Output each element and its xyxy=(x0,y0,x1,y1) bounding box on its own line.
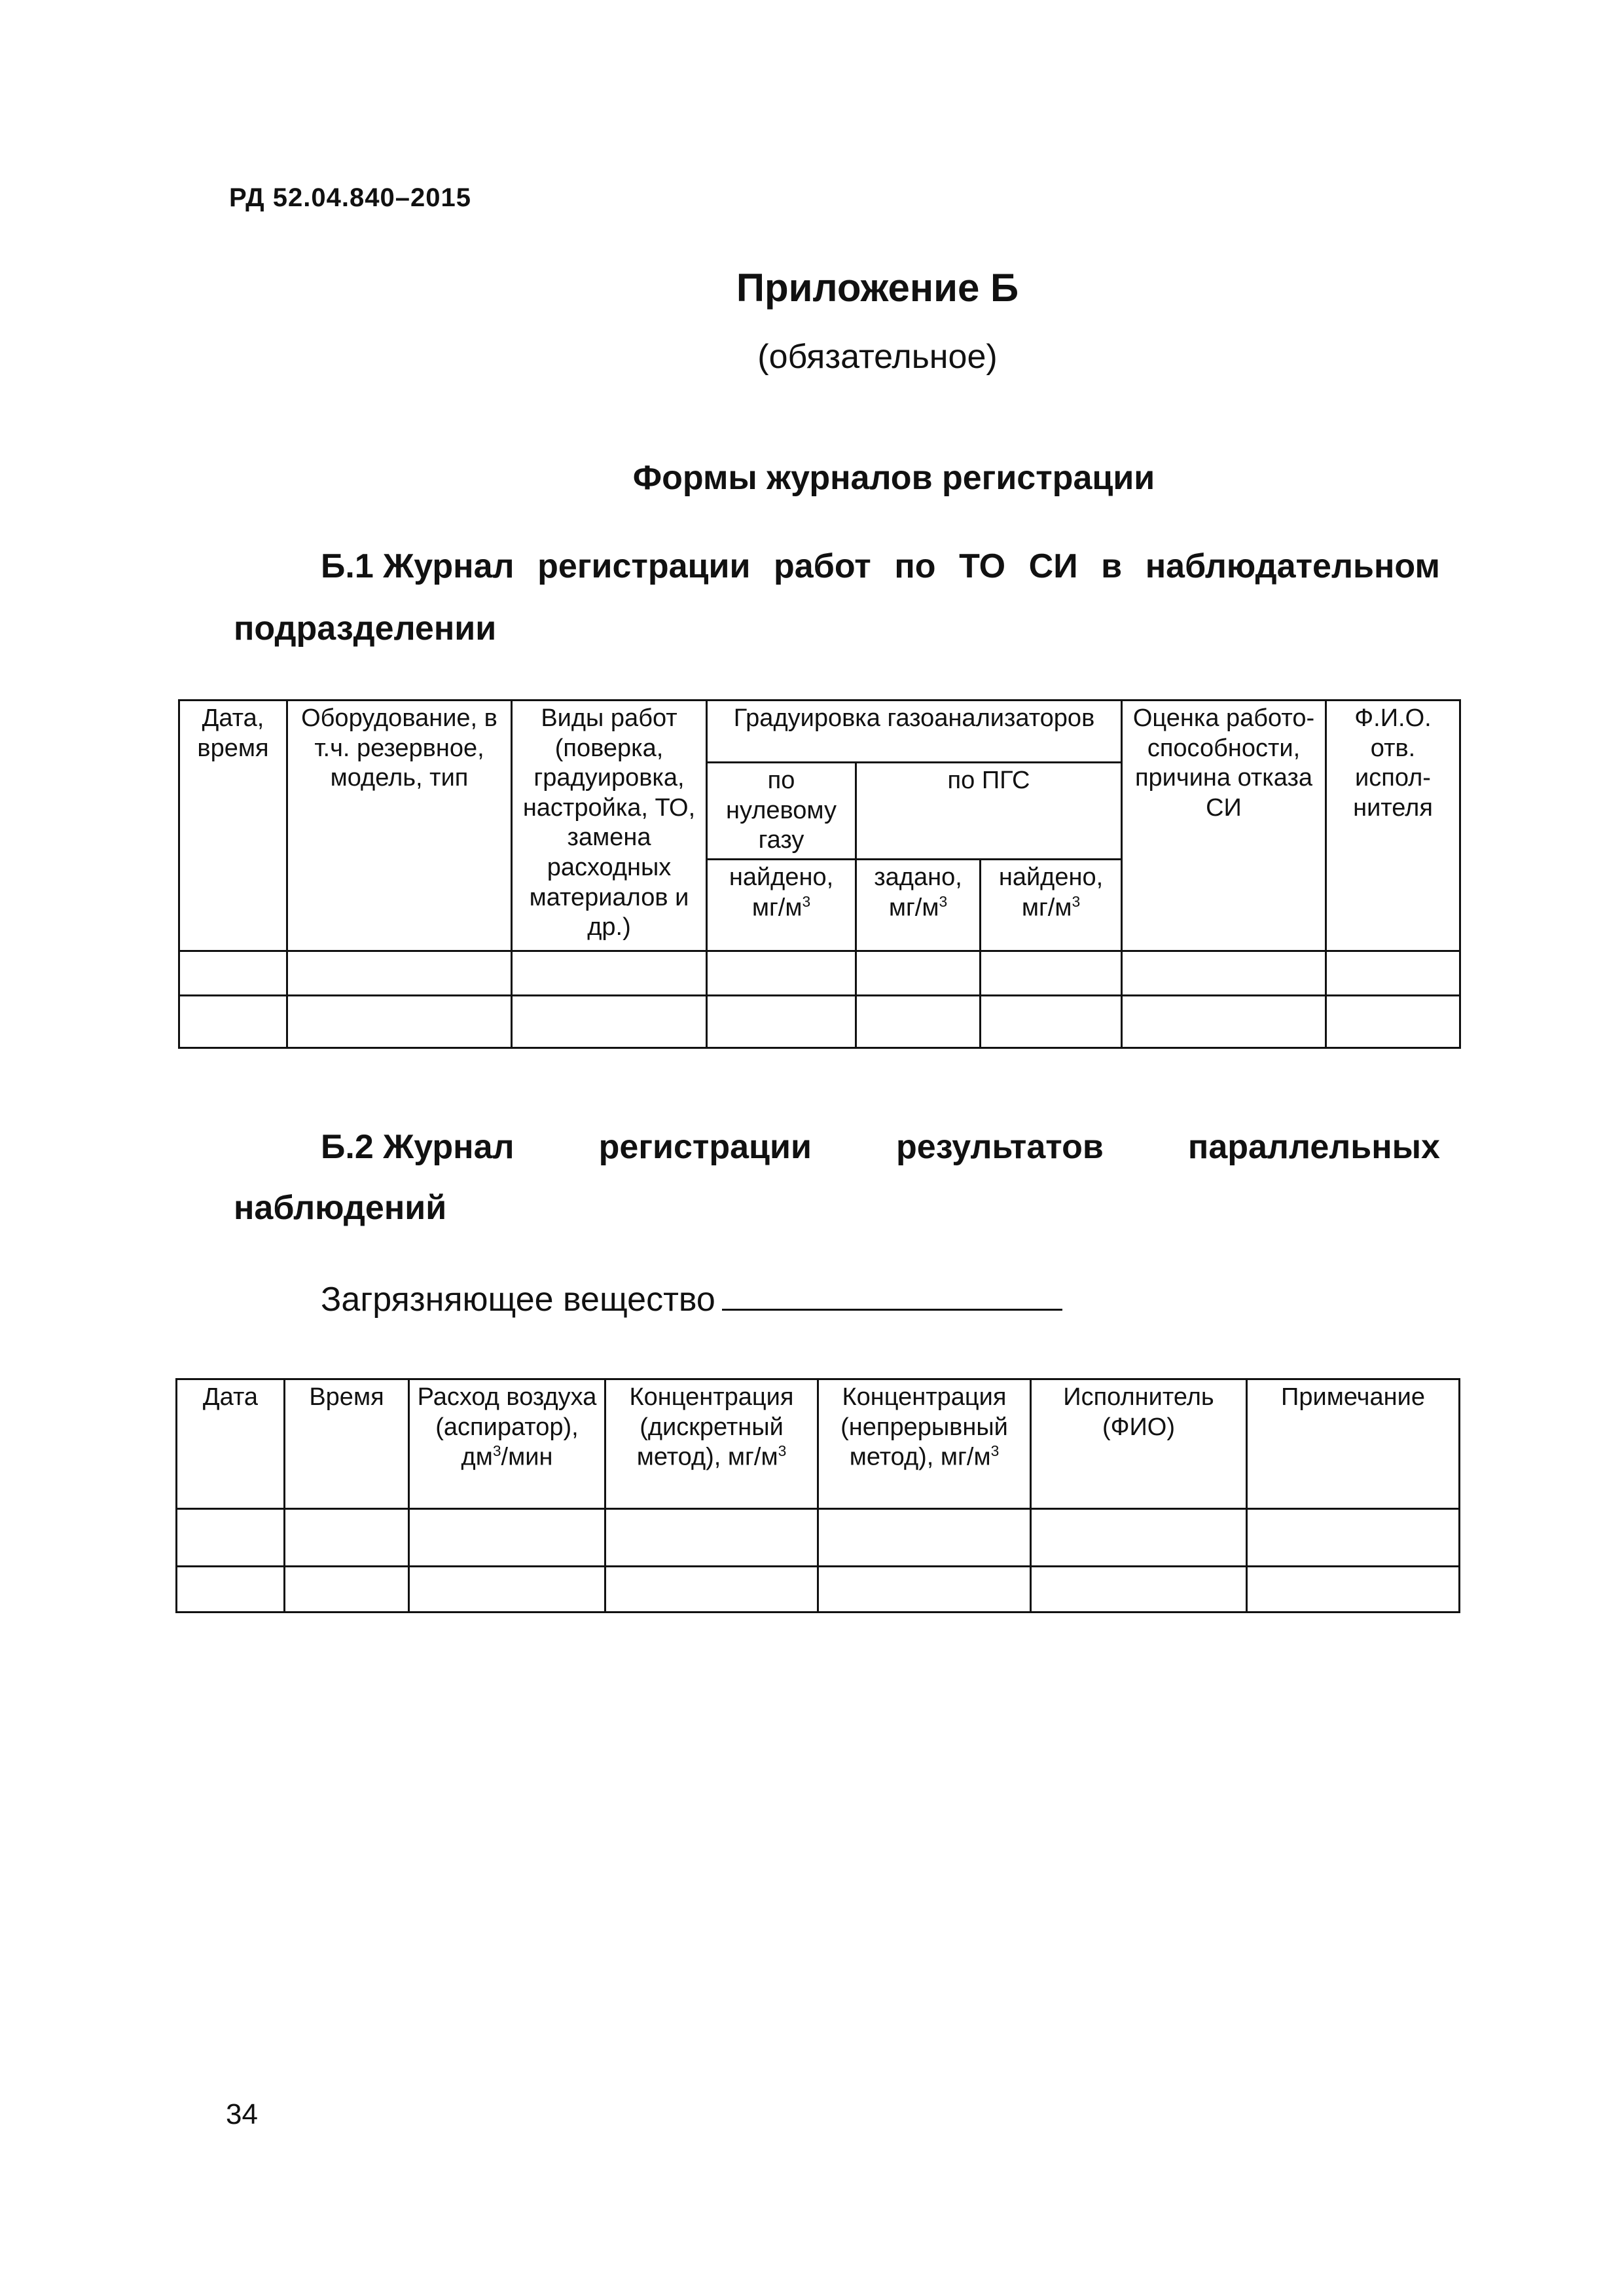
header-zero-gas: по нулевому газу xyxy=(707,763,856,860)
unit-superscript: 3 xyxy=(939,892,948,910)
page-number: 34 xyxy=(226,2098,258,2130)
table-cell[interactable] xyxy=(818,1567,1031,1613)
header-found-zero xyxy=(707,860,856,951)
table-cell[interactable] xyxy=(285,1509,409,1567)
section-b1-title xyxy=(321,547,1440,586)
pollutant-blank-line[interactable] xyxy=(722,1280,1062,1311)
unit-superscript: 3 xyxy=(778,1442,787,1460)
unit-superscript: 3 xyxy=(1072,892,1081,910)
appendix-title: Приложение Б xyxy=(736,266,1019,310)
header-note: Примечание xyxy=(1247,1379,1460,1509)
table-cell[interactable] xyxy=(856,951,981,996)
header-pgs: по ПГС xyxy=(856,763,1122,860)
table-cell[interactable] xyxy=(409,1509,605,1567)
section-b1-title-word: Б.1 Журнал xyxy=(321,547,514,585)
table-cell[interactable] xyxy=(707,996,856,1048)
table-cell[interactable] xyxy=(1122,996,1326,1048)
header-date: Дата xyxy=(177,1379,285,1509)
table-cell[interactable] xyxy=(1247,1567,1460,1613)
header-conc-continuous-label: Концентрация (непрерывный метод), мг/м xyxy=(840,1383,1008,1471)
header-found-pgs-label: найдено, мг/м xyxy=(998,864,1104,922)
header-assessment: Оценка работо-способности, причина отказа СИ xyxy=(1122,701,1326,951)
header-found-pgs xyxy=(981,860,1122,951)
journal-b2-table xyxy=(175,1378,1460,1613)
section-b1-title-word: СИ xyxy=(1028,547,1078,585)
header-work-types: Виды работ (поверка, градуировка, настройка, ТО, замена расходных материалов и др.) xyxy=(512,701,707,951)
table-row xyxy=(177,1509,1460,1567)
table-row xyxy=(179,996,1460,1048)
section-b2-title-line2: наблюдений xyxy=(234,1189,447,1227)
table-row xyxy=(179,951,1460,996)
appendix-subtitle: (обязательное) xyxy=(757,338,998,376)
header-air-flow-label: Расход воздуха (аспиратор), дм xyxy=(417,1383,597,1471)
header-air-flow xyxy=(409,1379,605,1509)
section-b2-title-word: результатов xyxy=(896,1128,1104,1166)
header-time: Время xyxy=(285,1379,409,1509)
section-b1-title-word: работ xyxy=(774,547,871,585)
section-b1-title-word: регистрации xyxy=(537,547,751,585)
table-cell[interactable] xyxy=(605,1567,818,1613)
table-cell[interactable] xyxy=(1326,996,1460,1048)
header-executor: Исполнитель (ФИО) xyxy=(1031,1379,1247,1509)
table-cell[interactable] xyxy=(177,1509,285,1567)
table-cell[interactable] xyxy=(1031,1567,1247,1613)
section-b2-title-word: Б.2 Журнал xyxy=(321,1128,514,1166)
table-cell[interactable] xyxy=(707,951,856,996)
table-cell[interactable] xyxy=(179,951,287,996)
table-cell[interactable] xyxy=(1122,951,1326,996)
table-cell[interactable] xyxy=(818,1509,1031,1567)
journal-b1-table xyxy=(178,699,1461,1049)
table-cell[interactable] xyxy=(287,951,512,996)
header-air-flow-unit-tail: /мин xyxy=(501,1443,553,1471)
table-cell[interactable] xyxy=(287,996,512,1048)
table-cell[interactable] xyxy=(981,951,1122,996)
section-b1-title-word: наблюдательном xyxy=(1145,547,1440,585)
header-conc-continuous xyxy=(818,1379,1031,1509)
pollutant-label: Загрязняющее вещество xyxy=(321,1281,715,1319)
header-calibration: Градуировка газоанализаторов xyxy=(707,701,1122,763)
section-b1-title-word: в xyxy=(1101,547,1123,585)
table-cell[interactable] xyxy=(409,1567,605,1613)
section-b2-title-word: параллельных xyxy=(1187,1128,1440,1166)
table-cell[interactable] xyxy=(177,1567,285,1613)
section-b2-title xyxy=(321,1127,1440,1167)
header-set-pgs xyxy=(856,860,981,951)
pollutant-field xyxy=(321,1280,1062,1319)
header-responsible: Ф.И.О. отв. испол-нителя xyxy=(1326,701,1460,951)
table-row xyxy=(177,1567,1460,1613)
section-b2-title-word: регистрации xyxy=(598,1128,812,1166)
table-cell[interactable] xyxy=(1326,951,1460,996)
forms-title: Формы журналов регистрации xyxy=(632,459,1155,497)
table-cell[interactable] xyxy=(512,951,707,996)
header-date-time: Дата, время xyxy=(179,701,287,951)
section-b1-title-word: ТО xyxy=(959,547,1006,585)
header-set-pgs-label: задано, мг/м xyxy=(874,864,962,922)
unit-superscript: 3 xyxy=(492,1442,501,1460)
table-cell[interactable] xyxy=(285,1567,409,1613)
header-conc-discrete xyxy=(605,1379,818,1509)
section-b1-title-word: по xyxy=(894,547,936,585)
table-cell[interactable] xyxy=(512,996,707,1048)
document-code: РД 52.04.840–2015 xyxy=(229,183,471,212)
table-cell[interactable] xyxy=(856,996,981,1048)
section-b1-title-line2: подразделении xyxy=(234,610,497,647)
header-equipment: Оборудование, в т.ч. резервное, модель, тип xyxy=(287,701,512,951)
table-cell[interactable] xyxy=(1247,1509,1460,1567)
table-cell[interactable] xyxy=(605,1509,818,1567)
unit-superscript: 3 xyxy=(990,1442,1000,1460)
table-cell[interactable] xyxy=(179,996,287,1048)
unit-superscript: 3 xyxy=(802,892,811,910)
header-found-zero-label: найдено, мг/м xyxy=(729,864,834,922)
table-cell[interactable] xyxy=(1031,1509,1247,1567)
header-conc-discrete-label: Концентрация (дискретный метод), мг/м xyxy=(629,1383,794,1471)
table-cell[interactable] xyxy=(981,996,1122,1048)
